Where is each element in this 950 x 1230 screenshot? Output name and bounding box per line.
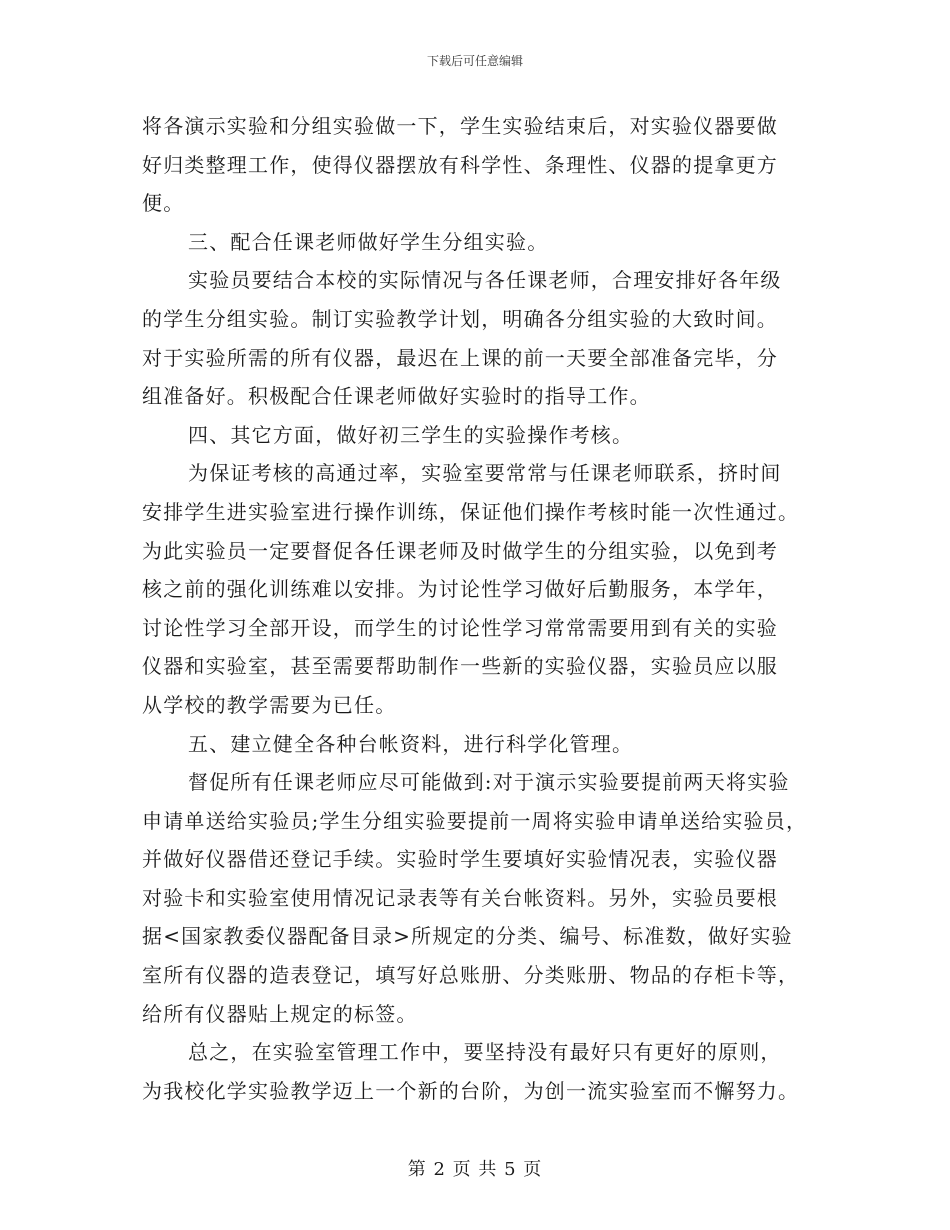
text-line: 组准备好。积极配合任课老师做好实验时的指导工作。 [142,384,651,409]
text-line: 核之前的强化训练难以安排。为讨论性学习做好后勤服务，本学年， [142,577,778,602]
text-line: 仪器和实验室，甚至需要帮助制作一些新的实验仪器，实验员应以服 [142,654,778,679]
text-line: 从学校的教学需要为已任。 [142,692,397,717]
text-line: 室所有仪器的造表登记，填写好总账册、分类账册、物品的存柜卡等， [142,963,800,988]
text-line: 安排学生进实验室进行操作训练，保证他们操作考核时能一次性通过。 [142,499,800,524]
text-line: 实验员要结合本校的实际情况与各任课老师，合理安排好各年级 [188,268,782,293]
text-line: 督促所有任课老师应尽可能做到:对于演示实验要提前两天将实验 [188,770,790,795]
text-line: 的学生分组实验。制订实验教学计划，明确各分组实验的大致时间。 [142,306,778,331]
text-line: 据<国家教委仪器配备目录>所规定的分类、编号、标准数，做好实验 [142,924,793,949]
section-heading-4: 四、其它方面，做好初三学生的实验操作考核。 [188,422,634,447]
page-header: 下载后可任意编辑 [426,54,523,68]
page-number: 第 2 页 共 5 页 [407,1159,543,1180]
text-line: 给所有仪器贴上规定的标签。 [142,1001,418,1026]
text-line: 将各演示实验和分组实验做一下，学生实验结束后，对实验仪器要做 [142,114,778,138]
text-line: 申请单送给实验员;学生分组实验要提前一周将实验申请单送给实验员， [142,808,808,833]
document-body [142,107,822,1110]
text-line: 并做好仪器借还登记手续。实验时学生要填好实验情况表，实验仪器 [142,847,778,872]
text-line: 总之，在实验室管理工作中，要坚持没有最好只有更好的原则， [188,1040,782,1065]
text-line: 对验卡和实验室使用情况记录表等有关台帐资料。另外，实验员要根 [142,885,778,910]
text-line: 为此实验员一定要督促各任课老师及时做学生的分组实验，以免到考 [142,538,778,563]
text-line: 为保证考核的高通过率，实验室要常常与任课老师联系，挤时间 [188,461,782,486]
text-line: 便。 [142,191,185,216]
text-line: 好归类整理工作，使得仪器摆放有科学性、条理性、仪器的提拿更方 [142,152,778,177]
section-heading-3: 三、配合任课老师做好学生分组实验。 [188,229,549,254]
text-line: 讨论性学习全部开设，而学生的讨论性学习常常需要用到有关的实验 [142,615,778,640]
section-heading-5: 五、建立健全各种台帐资料，进行科学化管理。 [188,731,634,756]
text-line: 对于实验所需的所有仪器，最迟在上课的前一天要全部准备完毕，分 [142,345,778,370]
text-line: 为我校化学实验教学迈上一个新的台阶，为创一流实验室而不懈努力。 [142,1078,800,1103]
